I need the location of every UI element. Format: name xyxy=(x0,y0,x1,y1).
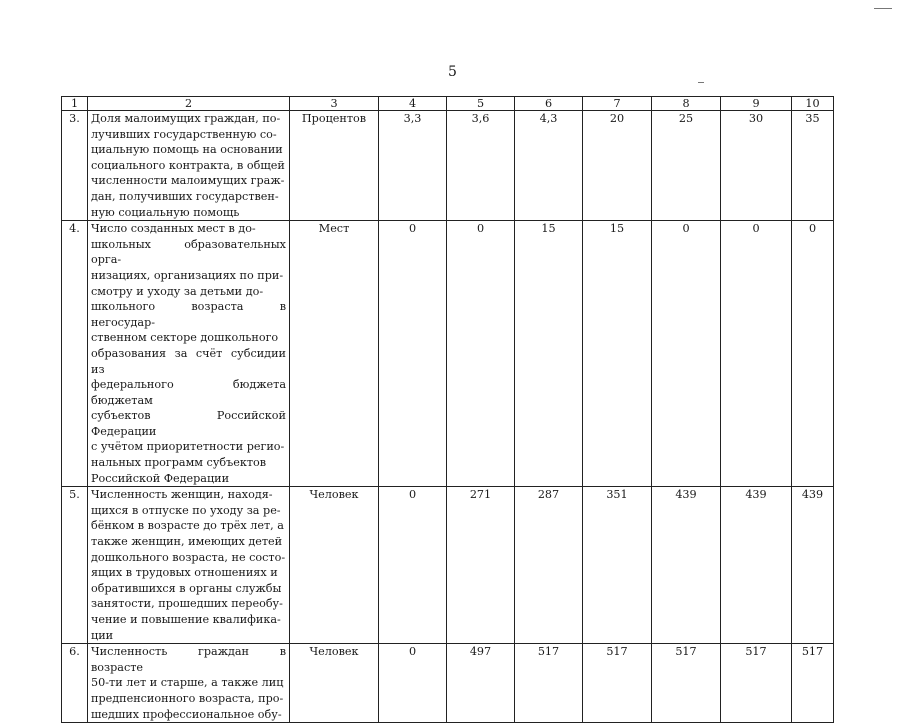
column-header: 6 xyxy=(515,97,583,111)
value-cell: 517 xyxy=(583,644,652,723)
unit-cell: Процентов xyxy=(290,111,379,221)
column-header: 8 xyxy=(652,97,721,111)
indicator-name-line: ции xyxy=(91,628,114,642)
row-number: 3. xyxy=(62,111,88,221)
indicator-name-line: занятости, прошедших переобу- xyxy=(91,597,283,611)
value-cell: 497 xyxy=(447,644,515,723)
indicator-name-line: ную социальную помощь xyxy=(91,205,240,219)
indicator-name-line: Доля малоимущих граждан, по- xyxy=(91,112,281,125)
indicator-name-line: численности малоимущих граж- xyxy=(91,174,285,188)
indicator-name-line: Численность женщин, находя- xyxy=(91,488,273,502)
indicator-name xyxy=(88,487,290,644)
indicator-name-line: предпенсионного возраста, про- xyxy=(91,691,284,705)
indicator-name-line: ящих в трудовых отношениях и xyxy=(91,566,278,580)
value-cell: 0 xyxy=(379,487,447,644)
indicator-name xyxy=(88,644,290,723)
value-cell: 3,3 xyxy=(379,111,447,221)
column-header: 9 xyxy=(721,97,792,111)
indicator-name-line: обратившихся в органы службы xyxy=(91,581,282,595)
column-header: 4 xyxy=(379,97,447,111)
indicator-name-line: нальных программ субъектов xyxy=(91,456,267,470)
unit-cell: Человек xyxy=(290,487,379,644)
indicator-name xyxy=(88,221,290,487)
value-cell: 271 xyxy=(447,487,515,644)
value-cell: 0 xyxy=(379,644,447,723)
value-cell: 517 xyxy=(721,644,792,723)
value-cell: 517 xyxy=(652,644,721,723)
value-cell: 15 xyxy=(515,221,583,487)
indicator-name-line: Численность граждан в возрасте xyxy=(91,645,286,674)
indicator-name-line: Число созданных мест в до- xyxy=(91,222,256,236)
indicator-name-line: лучивших государственную со- xyxy=(91,127,277,141)
table-row xyxy=(62,221,834,487)
indicator-name-line: также женщин, имеющих детей xyxy=(91,535,283,549)
value-cell: 30 xyxy=(721,111,792,221)
value-cell: 15 xyxy=(583,221,652,487)
value-cell: 439 xyxy=(652,487,721,644)
indicator-name-line: дошкольного возраста, не состо- xyxy=(91,550,286,564)
value-cell: 439 xyxy=(721,487,792,644)
table-row xyxy=(62,487,834,644)
indicator-name-line: социального контракта, в общей xyxy=(91,158,285,172)
unit-cell: Мест xyxy=(290,221,379,487)
indicator-name-line: Российской Федерации xyxy=(91,471,230,485)
value-cell: 35 xyxy=(792,111,834,221)
row-number: 4. xyxy=(62,221,88,487)
row-number: 5. xyxy=(62,487,88,644)
scan-artifact xyxy=(874,8,892,9)
table-row xyxy=(62,644,834,723)
value-cell: 20 xyxy=(583,111,652,221)
value-cell: 351 xyxy=(583,487,652,644)
column-header: 2 xyxy=(88,97,290,111)
indicator-name-line: низациях, организациях по при- xyxy=(91,268,284,282)
indicator-name-line: субъектов Российской Федерации xyxy=(91,409,286,438)
indicator-name-line: смотру и уходу за детьми до- xyxy=(91,284,264,298)
scan-artifact xyxy=(698,82,704,83)
column-header: 7 xyxy=(583,97,652,111)
data-table xyxy=(61,96,834,723)
indicator-name-line: с учётом приоритетности регио- xyxy=(91,440,285,454)
indicator-name xyxy=(88,111,290,221)
value-cell: 3,6 xyxy=(447,111,515,221)
column-header: 1 xyxy=(62,97,88,111)
indicator-name-line: щихся в отпуске по уходу за ре- xyxy=(91,503,281,517)
indicator-name-line: 50-ти лет и старше, а также лиц xyxy=(91,676,284,690)
indicator-name-line: бёнком в возрасте до трёх лет, а xyxy=(91,519,284,533)
value-cell: 0 xyxy=(652,221,721,487)
indicator-name-line: федерального бюджета бюджетам xyxy=(91,378,286,407)
value-cell: 25 xyxy=(652,111,721,221)
value-cell: 287 xyxy=(515,487,583,644)
indicator-name-line: ственном секторе дошкольного xyxy=(91,331,279,345)
page-number: 5 xyxy=(448,64,457,80)
column-header: 5 xyxy=(447,97,515,111)
column-header: 10 xyxy=(792,97,834,111)
value-cell: 4,3 xyxy=(515,111,583,221)
value-cell: 0 xyxy=(447,221,515,487)
column-header: 3 xyxy=(290,97,379,111)
value-cell: 439 xyxy=(792,487,834,644)
value-cell: 517 xyxy=(792,644,834,723)
table-header-row xyxy=(62,97,834,111)
indicator-name-line: школьного возраста в негосудар- xyxy=(91,300,286,329)
row-number: 6. xyxy=(62,644,88,723)
table-row xyxy=(62,111,834,221)
indicator-name-line: чение и повышение квалифика- xyxy=(91,613,281,626)
indicator-name-line: дан, получивших государствен- xyxy=(91,189,279,203)
unit-cell: Человек xyxy=(290,644,379,723)
value-cell: 0 xyxy=(379,221,447,487)
indicator-name-line: образования за счёт субсидии из xyxy=(91,346,286,376)
indicator-name-line: циальную помощь на основании xyxy=(91,143,283,157)
indicator-name-line: школьных образовательных орга- xyxy=(91,237,286,267)
value-cell: 0 xyxy=(792,221,834,487)
value-cell: 0 xyxy=(721,221,792,487)
value-cell: 517 xyxy=(515,644,583,723)
indicator-name-line: шедших профессиональное обу- xyxy=(91,707,282,721)
